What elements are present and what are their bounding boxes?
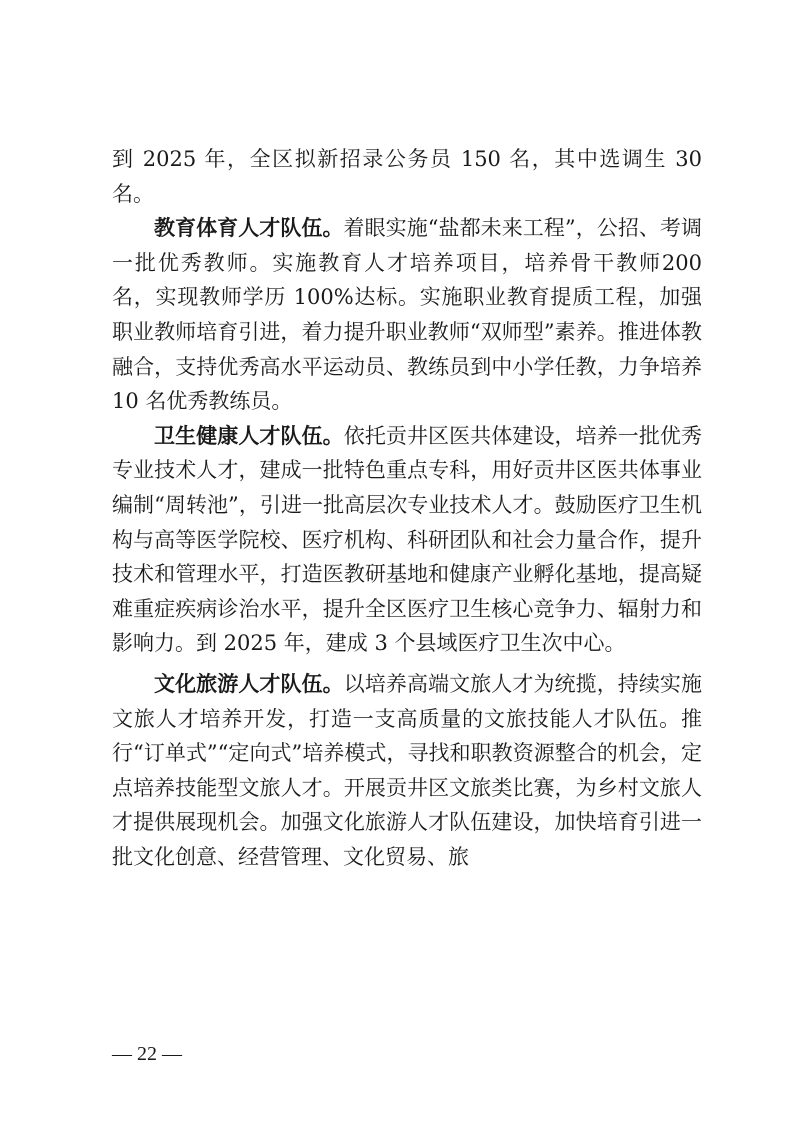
paragraph-text: 以培养高端文旅人才为统揽，持续实施文旅人才培养开发，打造一支高质量的文旅技能人才队伍。推行“订单式”“定向式”培养模式，寻找和职教资源整合的机会，定点培养技能型文旅人才。开展贡井区文旅类比赛，为乡村文旅人才提供展现机会。加强文化旅游人才队伍建设，加快培育引进一批文化创意、经营管理、文化贸易、旅 [112, 671, 703, 869]
body-text [112, 142, 702, 874]
paragraph-culture-tourism [112, 667, 702, 875]
paragraph-heading: 文化旅游人才队伍。 [154, 671, 344, 696]
paragraph-civil-servants [112, 142, 702, 211]
paragraph-heading: 卫生健康人才队伍。 [154, 423, 344, 448]
paragraph-text: 着眼实施“盐都未来工程”，公招、考调一批优秀教师。实施教育人才培养项目，培养骨干教师200 名，实现教师学历 100%达标。实施职业教育提质工程，加强职业教师培育引进，着力提升职业教师“双师型”素养。推进体教融合，支持优秀高水平运动员、教练员到中小学任教，力争培养 10 名优秀教练员。 [112, 216, 702, 414]
page-number: — 22 — [112, 1043, 182, 1065]
paragraph-text: 依托贡井区医共体建设，培养一批优秀专业技术人才，建成一批特色重点专科，用好贡井区医共体事业编制“周转池”，引进一批高层次专业技术人才。鼓励医疗卫生机构与高等医学院校、医疗机构、科研团队和社会力量合作，提升技术和管理水平，打造医教研基地和健康产业孵化基地，提高疑难重症疾病诊治水平，提升全区医疗卫生核心竞争力、辐射力和影响力。到 2025 年，建成 3 个县域医疗卫生次中心。 [112, 423, 703, 656]
paragraph-education-sports [112, 211, 702, 419]
paragraph-health [112, 419, 702, 661]
paragraph-text: 到 2025 年，全区拟新招录公务员 150 名，其中选调生 30 名。 [112, 147, 702, 206]
paragraph-heading: 教育体育人才队伍。 [154, 216, 344, 241]
